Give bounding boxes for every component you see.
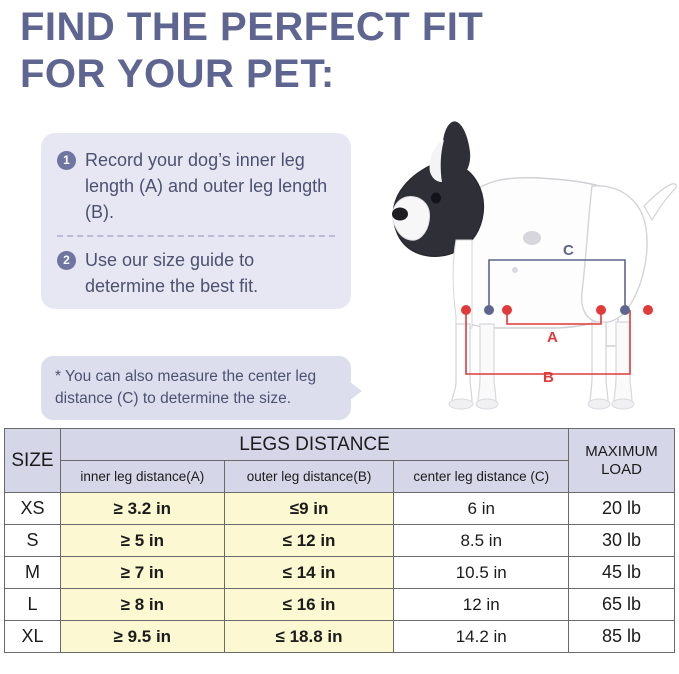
page-title-line2: FOR YOUR PET:: [20, 52, 335, 96]
page-title-line1: FIND THE PERFECT FIT: [20, 5, 484, 49]
cell-inner: ≥ 8 in: [60, 589, 224, 621]
cell-outer: ≤ 16 in: [224, 589, 394, 621]
header-legs-distance: LEGS DISTANCE: [60, 429, 568, 461]
cell-load: 45 lb: [569, 557, 675, 589]
header-size: SIZE: [5, 429, 61, 493]
cell-inner: ≥ 5 in: [60, 525, 224, 557]
cell-center: 8.5 in: [394, 525, 569, 557]
cell-outer: ≤ 12 in: [224, 525, 394, 557]
size-table-body: [5, 493, 675, 653]
size-table-head: [5, 429, 675, 493]
cell-inner: ≥ 7 in: [60, 557, 224, 589]
cell-center: 6 in: [394, 493, 569, 525]
cell-inner: ≥ 3.2 in: [60, 493, 224, 525]
cell-load: 85 lb: [569, 621, 675, 653]
cell-load: 30 lb: [569, 525, 675, 557]
cell-size: XL: [5, 621, 61, 653]
dog-illustration: [360, 110, 679, 420]
cell-outer: ≤ 18.8 in: [224, 621, 394, 653]
table-header-row-1: [5, 429, 675, 461]
header-center-leg: center leg distance (C): [394, 461, 569, 493]
dog-diagram: [360, 110, 679, 420]
table-row: [5, 493, 675, 525]
measurement-label-a: A: [547, 329, 558, 346]
cell-inner: ≥ 9.5 in: [60, 621, 224, 653]
step-1-text: Record your dog’s inner leg length (A) and outer leg length (B).: [85, 150, 328, 222]
cell-center: 12 in: [394, 589, 569, 621]
table-row: [5, 589, 675, 621]
table-row: [5, 525, 675, 557]
cell-outer: ≤9 in: [224, 493, 394, 525]
cell-outer: ≤ 14 in: [224, 557, 394, 589]
measurement-label-c: C: [563, 242, 574, 259]
header-inner-leg: inner leg distance(A): [60, 461, 224, 493]
step-1-number-badge: 1: [57, 151, 76, 170]
cell-load: 65 lb: [569, 589, 675, 621]
table-row: [5, 557, 675, 589]
instruction-step-2: [57, 247, 335, 299]
cell-size: M: [5, 557, 61, 589]
instruction-step-1: [57, 147, 335, 225]
cell-size: S: [5, 525, 61, 557]
step-2-text: Use our size guide to determine the best fit.: [85, 250, 259, 296]
size-table: [4, 428, 675, 653]
cell-size: XS: [5, 493, 61, 525]
table-row: [5, 621, 675, 653]
instructions-card: [41, 133, 351, 309]
cell-size: L: [5, 589, 61, 621]
header-outer-leg: outer leg distance(B): [224, 461, 394, 493]
page-title: [20, 4, 660, 98]
step-2-number-badge: 2: [57, 251, 76, 270]
measurement-label-b: B: [543, 369, 554, 386]
cell-center: 14.2 in: [394, 621, 569, 653]
cell-center: 10.5 in: [394, 557, 569, 589]
header-maximum-load: MAXIMUM LOAD: [569, 429, 675, 493]
measurement-note: * You can also measure the center leg distance (C) to determine the size.: [41, 356, 351, 420]
card-divider: [57, 235, 335, 237]
cell-load: 20 lb: [569, 493, 675, 525]
